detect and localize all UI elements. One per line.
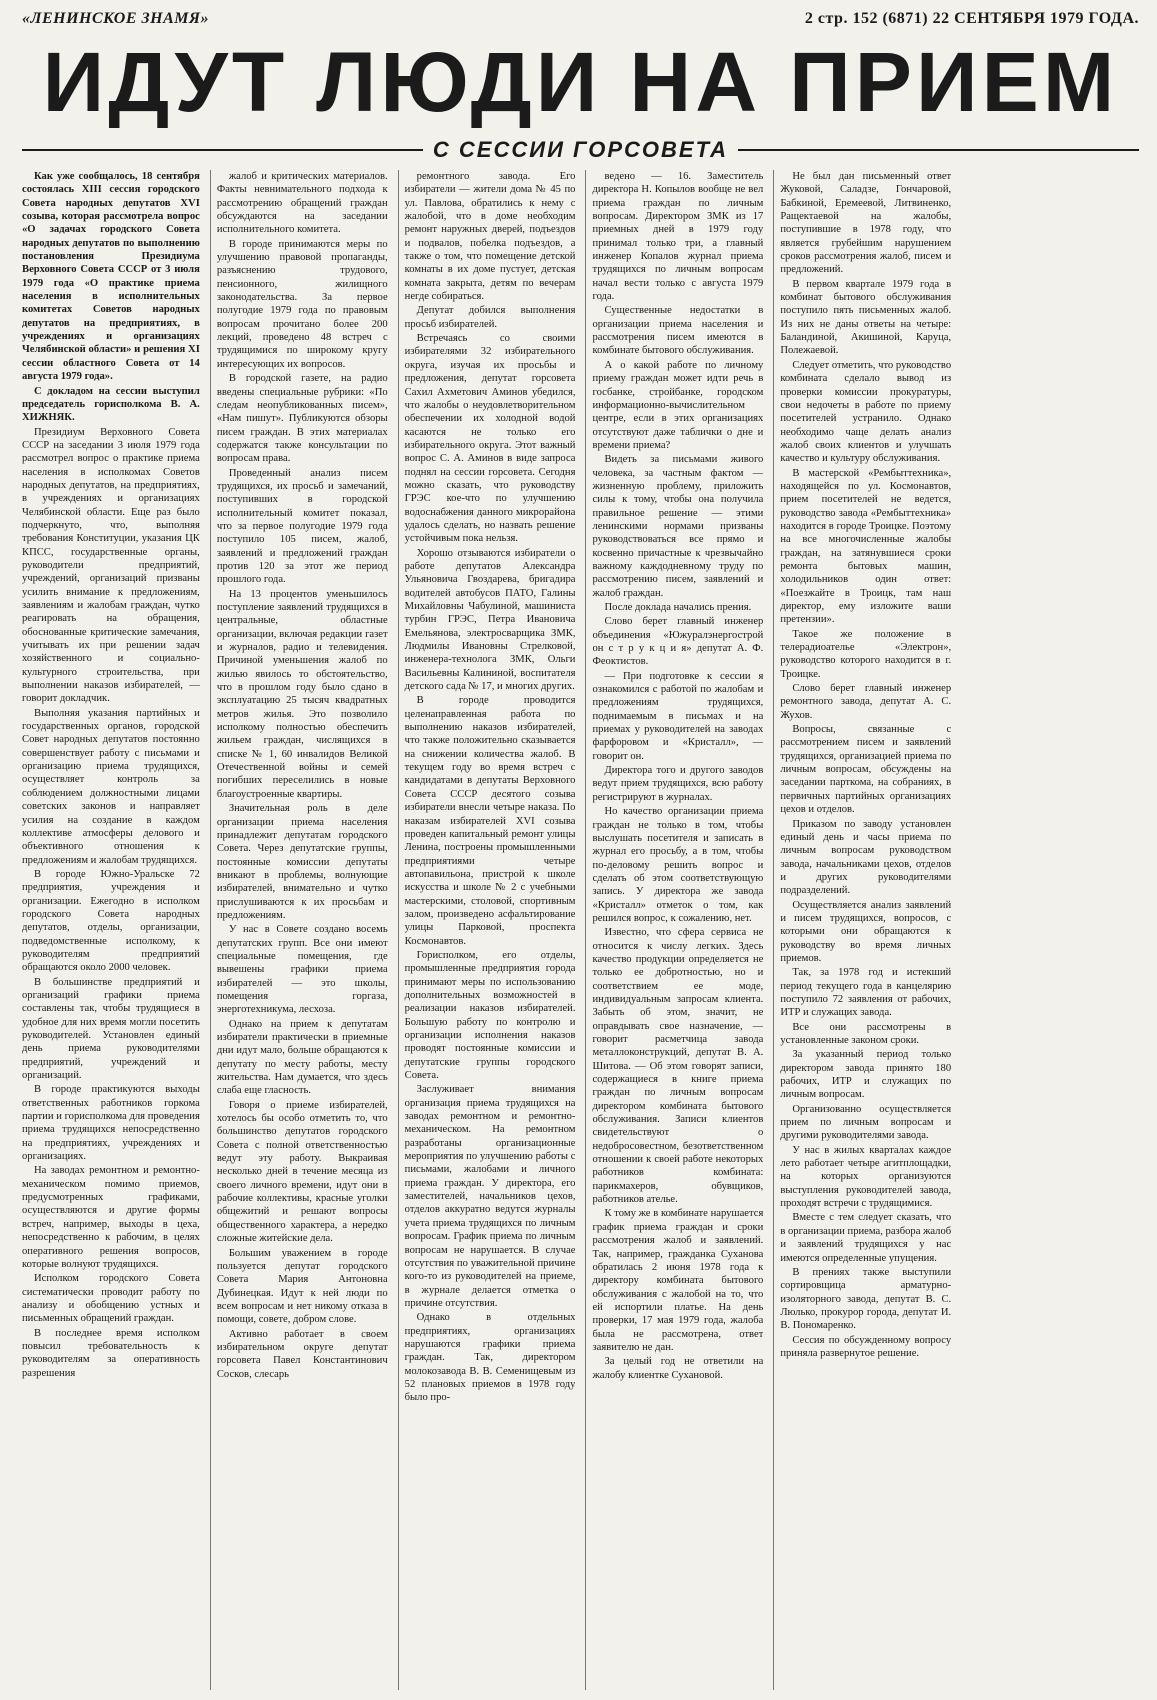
- article-column: [22, 170, 200, 1690]
- article-paragraph: ведено — 16. Заместитель директора Н. Копылов вообще не вел приема граждан по личным вопросам. Директором ЗМК из 17 приемных дней в 1979 году принимал только три, а главный инженер Копалов журнал приема трудящихся по личным вопросам начал вести только с августа 1979 года.: [592, 171, 764, 303]
- article-column: [585, 170, 763, 1690]
- article-paragraph: Депутат добился выполнения просьб избирателей.: [404, 305, 576, 330]
- article-column: [398, 170, 576, 1690]
- article-paragraph: На заводах ремонтном и ремонтно-механическом помимо приемов, предусмотренных графиками, осуществляются и другие формы встреч, например, выходы в цеха, непосредственно к рабочим, в целях оперативного решения вопросов, которые волнуют трудящихся.: [22, 1165, 200, 1270]
- article-paragraph: С докладом на сессии выступил председатель горисполкома В. А. ХИЖНЯК.: [22, 385, 200, 424]
- rubric-title: С СЕССИИ ГОРСОВЕТА: [432, 137, 729, 162]
- article-paragraph: Осуществляется анализ заявлений и писем трудящихся, вопросов, с которыми они обращаются к руководству во время личных приемов.: [780, 899, 952, 964]
- article-paragraph: Существенные недостатки в организации приема населения и рассмотрения писем имеются в комбинате бытового обслуживания.: [592, 305, 764, 357]
- article-paragraph: Однако на прием к депутатам избиратели практически в приемные дни идут мало, больше обращаются к депутату по месту работы, месту жительства. Нам думается, что здесь слаба еще гласность.: [216, 1018, 388, 1097]
- article-paragraph: Большим уважением в городе пользуется депутат городского Совета Мария Антоновна Дубинецкая. Идут к ней люди по всем вопросам и нет никому отказа в помощи, совете, добром слове.: [216, 1247, 388, 1326]
- article-paragraph: В большинстве предприятий и организаций графики приема составлены так, чтобы трудящиеся в удобное для них время могли посетить руководителей. Установлен единый день приема руководителями предприятий, учреждений и организаций.: [22, 976, 200, 1082]
- article-column: [773, 170, 951, 1690]
- article-paragraph: Так, за 1978 год и истекший период текущего года в канцелярию поступило 72 заявления от рабочих, ИТР и служащих завода.: [780, 967, 952, 1019]
- article-paragraph: Как уже сообщалось, 18 сентября состоялась XIII сессия городского Совета народных депутатов XVI созыва, которая рассмотрела вопрос «О задачах городского Совета народных депутатов по выполнению постановления Президиума Верховного Совета СССР от 3 июля 1979 года «О практике приема населения в исполнительных комитетах Советов народных депутатов на предприятиях, в учреждениях и организациях Челябинской области» и решения XI сессии областного Совета от 14 августа 1979 года».: [22, 171, 200, 383]
- article-paragraph: Все они рассмотрены в установленные законом сроки.: [780, 1021, 952, 1046]
- article-paragraph: жалоб и критических материалов. Факты невнимательного подхода к рассмотрению обращений граждан обсуждаются на заседании исполнительного комитета.: [216, 171, 388, 236]
- article-paragraph: А о какой работе по личному приему граждан может идти речь в госбанке, стройбанке, городском информационно-вычислительном центре, если в этих организациях отсутствуют даже таблички о дне и времени приема?: [592, 359, 764, 451]
- article-paragraph: Известно, что сфера сервиса не относится к числу легких. Здесь качество продукции определяется не только ее добротностью, но и соответствием ее моде, индивидуальным запросам клиента. Забыть об этом, значит, не оправдывать свое назначение, — говорит раcметчица завода металлоконструкций, депутат В. А. Шитова. — Об этом говорят записи, содержащиеся в книге приема граждан по личным вопросам директором комбината бытового обслуживания. Записи клиентов свидетельствуют о недобросовестном, безответственном отношении к своей работе некоторых работников комбината: парикмахеров, обувщиков, работников ателье.: [592, 927, 764, 1206]
- article-paragraph: На 13 процентов уменьшилось поступление заявлений трудящихся в центральные, областные организации, включая редакции газет и журналов, радио и телевидения. Причиной уменьшения жалоб по жилью явилось то обстоятельство, что в прошлом году было сдано в эксплуатацию 25 тысяч квадратных метров жилья. Это позволило исполкому полностью обеспечить жильем граждан, числящихся в списке № 1, 60 инвалидов Великой Отечественной войны и семей погибших переселились в новые благоустроенные квартиры.: [216, 588, 388, 800]
- article-paragraph: Организованно осуществляется прием по личным вопросам и другими руководителями завода.: [780, 1103, 952, 1142]
- article-paragraph: Вместе с тем следует сказать, что в организации приема, разбора жалоб и заявлений трудящихся у нас имеются определенные упущения.: [780, 1212, 952, 1264]
- article-paragraph: Приказом по заводу установлен единый день и часы приема по личным вопросам руководством завода, начальниками цехов, отделов и других руководителями подразделений.: [780, 818, 952, 897]
- article-paragraph: — При подготовке к сессии я ознакомился с работой по жалобам и предложениям трудящихся, поднимаемым в письмах и на приемах у руководителей на заводах фарфоровом и «Кристалл», — говорит он.: [592, 670, 764, 762]
- rubric: [22, 136, 1139, 164]
- article-paragraph: В городе практикуются выходы ответственных работников горкома партии и горисполкома для проведения приема трудящихся непосредственно на предприятиях, учреждениях и организациях.: [22, 1084, 200, 1163]
- article-paragraph: Горисполком, его отделы, промышленные предприятия города принимают меры по использованию дополнительных возможностей в реализации наказов избирателей. Большую работу по контролю и организации исполнения наказов проводят постоянные комиссии и депутатские группы городского Совета.: [404, 949, 576, 1082]
- article-paragraph: Активно работает в своем избирательном округе депутат горсовета Павел Константинович Сосков, слесарь: [216, 1328, 388, 1380]
- article-paragraph: В городе принимаются меры по улучшению правовой пропаганды, разъяснению трудового, пенсионного, жилищного законодательства. За первое полугодие 1979 года по правовым вопросам прочитано более 200 лекций, проведено 48 встреч с трудящимися по широкому кругу интересующих их вопросов.: [216, 238, 388, 370]
- article-paragraph: Следует отметить, что руководство комбината сделало вывод из проверки комиссии прокуратуры, свои недочеты в работе по приему посетителей устранило. Однако необходимо чаще делать анализ жалоб своих клиентов и улучшать качество и культуру обслуживания.: [780, 359, 952, 465]
- article-paragraph: Заслуживает внимания организация приема трудящихся на заводах ремонтном и ремонтно-механическом. На ремонтном разработаны организационные мероприятия по улучшению работы с письмами, жалобами и личного приема граждан. У директора, его заместителей, начальников цехов, отделов аккуратно ведутся журналы учета приема трудящихся по личным вопросам. График приема по личным вопросам не нарушается. В случае отсутствия по уважительной причине кого-то из руководителей на приеме, в журнале делается отметка о причине отсутствия.: [404, 1084, 576, 1309]
- article-paragraph: Хорошо отзываются избиратели о работе депутатов Александра Ульяновича Гвоздарева, бригадира водителей автобусов ПАТО, Галины Михайловны Чабулиной, машиниста турбин ГРЭС, Петра Ивановича Емельянова, электросварщика ЗМК, Людмилы Ивановны Стрелковой, инженера-технолога ЗМК, Ольги Васильевны Калининой, воспитателя детского сада № 17, и многих других.: [404, 547, 576, 693]
- article-column: [210, 170, 388, 1690]
- article-paragraph: В последнее время исполком повысил требовательность к руководителям за оперативность разрешения: [22, 1327, 200, 1379]
- rubric-rule-right: [738, 149, 1139, 151]
- article-paragraph: Слово берет главный инженер ремонтного завода, депутат А. С. Жухов.: [780, 683, 952, 721]
- article-paragraph: Вопросы, связанные с рассмотрением писем и заявлений трудящихся, организацией приема по личным вопросам, обсуждены на заседании парткома, на собраниях, в первичных партийных организациях цехов и отделов.: [780, 724, 952, 816]
- article-paragraph: В прениях также выступили сортировщица арматурно-изоляторного завода, депутат В. С. Люлько, прокурор города, депутат И. В. Пономаренко.: [780, 1266, 952, 1332]
- article-paragraph: Директора того и другого заводов ведут прием трудящихся, всю работу регистрируют в журналах.: [592, 765, 764, 803]
- article-paragraph: Президиум Верховного Совета СССР на заседании 3 июля 1979 года рассмотрел вопрос о практике приема населения в исполкомах Советов народных депутатов, на предприятиях, в учреждениях и организациях Челябинской области. Еще раз было подчеркнуто, что, выполняя требования Конституции, указания ЦК КПСС, государственные органы, руководители предприятий, учреждений, организаций призваны усилить внимание к предложениям, заявлениям и жалобам граждан, чутко реагировать на обращения, обоснованные критические замечания, учитывать их при решении задач хозяйственного и социально-культурного строительства, при выполнении наказов избирателей, — говорит докладчик.: [22, 426, 200, 705]
- article-paragraph: Однако в отдельных предприятиях, организациях нарушаются графики приема граждан. Так, директором молокозавода В. В. Семенищевым из 52 плановых приемов в 1978 году было про-: [404, 1312, 576, 1404]
- article-paragraph: В городе Южно-Уральске 72 предприятия, учреждения и организации. Ежегодно в исполком городского Совета народных депутатов, отделы, организации, подведомственные исполкому, к руководителям предприятий обращаются около 2000 человек.: [22, 868, 200, 974]
- article-paragraph: В первом квартале 1979 года в комбинат бытового обслуживания поступило пять письменных жалоб. Из них не даны ответы на четыре: Баландиной, Акишиной, Каруца, Полежаевой.: [780, 278, 952, 357]
- article-paragraph: В мастерской «Рембыттехника», находящейся по ул. Космонавтов, прием посетителей не ведется, руководство завода «Рембыттехника» находится в городе Троицке. Поэтому на все многочисленные жалобы граждан, на затянувшиеся сроки ремонта бытовых машин, холодильников один ответ: «Поезжайте в Троицк, там наш директор, ему изложите ваши претензии».: [780, 467, 952, 626]
- article-paragraph: Говоря о приеме избирателей, хотелось бы особо отметить то, что большинство депутатов городского Совета с полной ответственностью ведут эту работу. Выкраивая несколько дней в течение месяца из своего личного времени, идут они в рабочие коллективы, красные уголки общежитий и решают вопросы общественного характера, а нередко сложные житейские дела.: [216, 1099, 388, 1245]
- article-columns: [22, 170, 1139, 1690]
- article-paragraph: К тому же в комбинате нарушается график приема граждан и сроки рассмотрения жалоб и заявлений. Так, например, гражданка Суханова обратилась 2 июня 1978 года к директору комбината бытового обслуживания с жалобой на то, что ей испортили платье. На день проверки, 17 мая 1979 года, жалоба была не рассмотрена, ответ заявителю не дан.: [592, 1208, 764, 1353]
- article-paragraph: Не был дан письменный ответ Жуковой, Саладзе, Гончаровой, Бабкиной, Еремеевой, Литвиненко, Ращектаевой на жалобы, поступившие в 1978 году, что является грубейшим нарушением сроков рассмотрения жалоб, писем и предложений.: [780, 171, 952, 276]
- article-paragraph: Выполняя указания партийных и государственных органов, городской Совет народных депутатов постоянно совершенствует работу с письмами и организацию приема трудящихся, осуществляет контроль за соблюдением должностными лицами советских законов и направляет усилия на создание в каждом коллективе атмосферы делового и объективного отношения к предложениям и жалобам трудящихся.: [22, 707, 200, 866]
- article-paragraph: ремонтного завода. Его избиратели — жители дома № 45 по ул. Павлова, обратились к нему с жалобой, что в доме необходим ремонт наружных дверей, подъездов и подвалов, побелка подъездов, а также о том, что помещение детской комнаты в их доме пустует, детская комната закрыта, детям по вечерам негде собираться.: [404, 171, 576, 303]
- paper-name: «ЛЕНИНСКОЕ ЗНАМЯ»: [22, 10, 209, 27]
- article-paragraph: У нас в жилых кварталах каждое лето работает четыре агитплощадки, на которых организуются выступления руководителей завода, проходят встречи с трудящимися.: [780, 1144, 952, 1210]
- article-paragraph: Но качество организации приема граждан не только в том, чтобы выслушать посетителя и записать в журнал его просьбу, а в том, чтобы по-деловому решить вопрос и сделать об этом соответствующую запись. У директора же завода «Кристалл» отметок о том, как решился вопрос, к сожалению, нет.: [592, 806, 764, 924]
- rubric-rule-left: [22, 149, 423, 151]
- article-paragraph: Слово берет главный инженер объединения «Южуралэнергострой он с т р у к ц и я» депутат А. Ф. Феоктистов.: [592, 616, 764, 668]
- article-paragraph: Проведенный анализ писем трудящихся, их просьб и замечаний, поступивших в городской исполнительный комитет показал, что за первое полугодие 1979 года поступило 105 писем, жалоб, заявлений и предложений граждан против 120 за этот же период прошлого года.: [216, 467, 388, 586]
- article-paragraph: За указанный период только директором завода принято 180 рабочих, ИТР и служащих по личным вопросам.: [780, 1049, 952, 1101]
- article-paragraph: Значительная роль в деле организации приема населения принадлежит депутатам городского Совета. Через депутатские группы, постоянные комиссии депутаты вникают в проблемы, волнующие избирателей, внимательно и чутко прислушиваются к их просьбам и предложениям.: [216, 803, 388, 921]
- article-paragraph: В городской газете, на радио введены специальные рубрики: «По следам неопубликованных писем», «Нам пишут». Публикуются обзоры писем граждан. В этих материалах содержатся также консультации по вопросам права.: [216, 373, 388, 465]
- article-paragraph: В городе проводится целенаправленная работа по выполнению наказов избирателей, что также положительно сказывается на снижении количества жалоб. В текущем году во время встреч с кандидатами в депутаты Верховного Совета СССР десятого созыва избиратели внесли четыре наказа. По наказам избирателей XVI созыва проведен капитальный ремонт улицы Ленина, построены промышленными предприятиями четыре автопавильона, пристрой к школе искусства и школе № 2 с учебными мастерскими, столовой, спортивным залом, произведено асфальтирование улицы Парковой, проспекта Космонавтов.: [404, 695, 576, 947]
- article-paragraph: После доклада начались прения.: [604, 602, 752, 613]
- article-paragraph: Исполком городского Совета систематически проводит работу по анализу и обобщению устных и письменных обращений граждан.: [22, 1273, 200, 1325]
- headline: ИДУТ ЛЮДИ НА ПРИЕМ: [42, 35, 1119, 129]
- issue-info: 2 стр. 152 (6871) 22 СЕНТЯБРЯ 1979 ГОДА.: [804, 10, 1139, 27]
- article-paragraph: Встречаясь со своими избирателями 32 избирательного округа, изучая их просьбы и предложения, депутат горсовета Сахил Ахметович Аминов убедился, что жалобы о неудовлетворительном обеспечении их холодной водой касаются не только его избирательного округа. Этот важный вопрос С. А. Аминов в виде запроса поднял на сессии горсовета. Сегодня можно сказать, что руководству ГРЭС кое-что по улучшению водоснабжения данного микрорайона удалось сделать, но назвать решение устойчивым пока нельзя.: [404, 333, 576, 545]
- article-paragraph: За целый год не ответили на жалобу клиентке Сухановой.: [592, 1356, 764, 1381]
- article-paragraph: Такое же положение в телерадиоателье «Электрон», руководство которого находится в г. Троицке.: [780, 628, 952, 680]
- masthead: [22, 10, 1139, 32]
- article-paragraph: Видеть за письмами живого человека, за частным фактом — жизненную проблему, приложить силы к тому, чтобы она получила правильное решение — этими ленинскими нормами призваны руководствоваться все прямо и косвенно причастные к чрезвычайно важному каждодневному труду по рассмотрению писем, заявлений и жалоб граждан.: [592, 454, 764, 599]
- article-paragraph: У нас в Совете создано восемь депутатских групп. Все они имеют специальные помещения, где вывешены графики приема избирателей — это школы, помещения горгаза, энерготехникума, лесхоза.: [216, 924, 388, 1016]
- article-paragraph: Сессия по обсужденному вопросу приняла развернутое решение.: [780, 1334, 952, 1359]
